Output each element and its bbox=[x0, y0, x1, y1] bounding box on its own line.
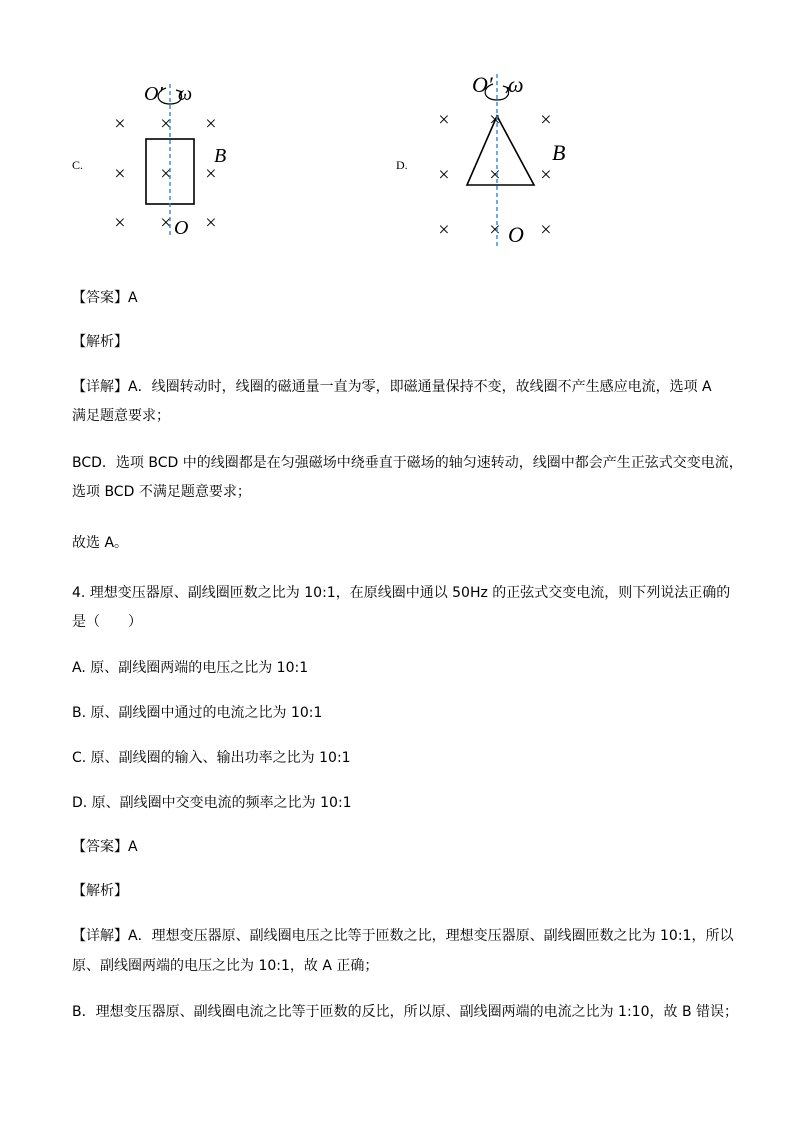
q4-option-c: C. 原、副线圈的输入、输出功率之比为 10:1 bbox=[72, 750, 351, 766]
q3-answer: 【答案】A bbox=[72, 290, 138, 306]
q4-option-b: B. 原、副线圈中通过的电流之比为 10:1 bbox=[72, 705, 323, 721]
cross-mark: × bbox=[204, 212, 218, 234]
axis-bottom-label: O bbox=[174, 217, 189, 239]
axis-top-label: O′ bbox=[472, 72, 493, 97]
figure-d-diagram bbox=[430, 68, 580, 248]
q4-analysis-heading: 【解析】 bbox=[72, 883, 128, 899]
q4-detail-line-1: 【详解】A．理想变压器原、副线圈电压之比等于匝数之比，理想变压器原、副线圈匝数之比为 10:1，所以 bbox=[72, 928, 734, 944]
q4-stem-line-2: 是（ ） bbox=[72, 614, 142, 630]
q3-conclusion: 故选 A。 bbox=[72, 535, 129, 551]
q3-detail-line-1: 【详解】A．线圈转动时，线圈的磁通量一直为零，即磁通量保持不变，故线圈不产生感应电流，选项 A bbox=[72, 379, 712, 395]
cross-mark: × bbox=[113, 212, 127, 234]
cross-mark: × bbox=[539, 219, 553, 241]
figure-c-label: C. bbox=[72, 158, 84, 172]
cross-mark: × bbox=[539, 109, 553, 131]
q4-option-a: A. 原、副线圈两端的电压之比为 10:1 bbox=[72, 660, 309, 676]
cross-mark: × bbox=[488, 109, 502, 131]
cross-mark: × bbox=[159, 163, 173, 185]
q4-stem-line-1: 4. 理想变压器原、副线圈匝数之比为 10:1，在原线圈中通以 50Hz 的正弦式交变电流，则下列说法正确的 bbox=[72, 585, 731, 601]
q4-answer: 【答案】A bbox=[72, 839, 138, 855]
cross-mark: × bbox=[204, 163, 218, 185]
omega-label: ω bbox=[178, 83, 193, 105]
cross-mark: × bbox=[159, 113, 173, 135]
axis-bottom-label: O bbox=[508, 222, 524, 247]
cross-mark: × bbox=[159, 212, 173, 234]
cross-mark: × bbox=[437, 164, 451, 186]
figure-c-diagram bbox=[100, 80, 240, 240]
cross-mark: × bbox=[204, 113, 218, 135]
cross-mark: × bbox=[437, 219, 451, 241]
cross-mark: × bbox=[437, 109, 451, 131]
q3-analysis-heading: 【解析】 bbox=[72, 334, 128, 350]
q4-detail-line-3: B．理想变压器原、副线圈电流之比等于匝数的反比，所以原、副线圈两端的电流之比为 1:10，故 B 错误； bbox=[72, 1004, 738, 1020]
cross-mark: × bbox=[488, 219, 502, 241]
cross-mark: × bbox=[113, 163, 127, 185]
field-label: B bbox=[214, 145, 227, 167]
cross-mark: × bbox=[539, 164, 553, 186]
q3-detail-line-4: 选项 BCD 不满足题意要求； bbox=[72, 484, 251, 500]
q3-detail-line-3: BCD．选项 BCD 中的线圈都是在匀强磁场中绕垂直于磁场的轴匀速转动，线圈中都会产生正弦式交变电流， bbox=[72, 455, 743, 471]
q3-detail-line-2: 满足题意要求； bbox=[72, 408, 170, 424]
figure-d-label: D. bbox=[396, 158, 408, 172]
omega-label: ω bbox=[508, 72, 524, 97]
cross-mark: × bbox=[113, 113, 127, 135]
axis-top-label: O′ bbox=[144, 83, 163, 105]
q4-option-d: D. 原、副线圈中交变电流的频率之比为 10:1 bbox=[72, 795, 352, 811]
cross-mark: × bbox=[488, 164, 502, 186]
field-label: B bbox=[552, 140, 566, 165]
q4-detail-line-2: 原、副线圈两端的电压之比为 10:1，故 A 正确； bbox=[72, 958, 379, 974]
